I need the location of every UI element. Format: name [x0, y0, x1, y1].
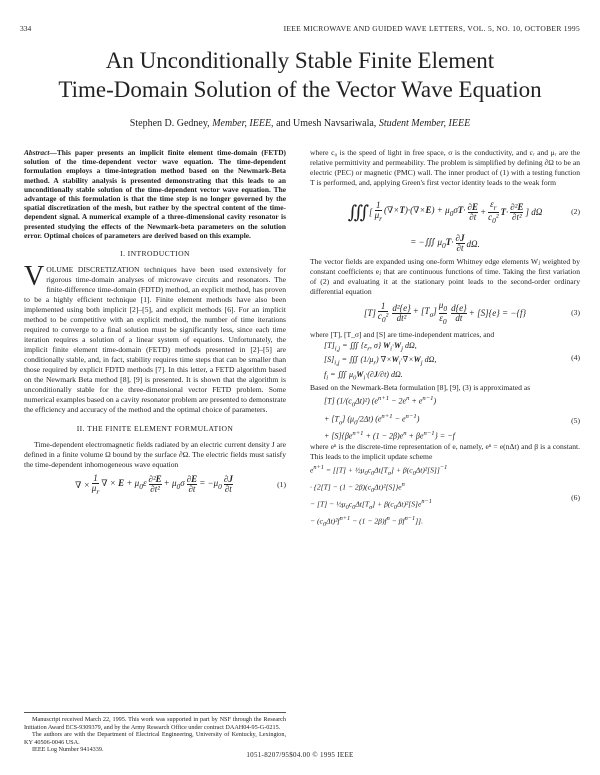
paper-title	[20, 46, 580, 104]
equation-2-number: (2)	[571, 207, 580, 216]
section-1-heading: I. INTRODUCTION	[120, 249, 190, 259]
page-header	[20, 24, 580, 38]
issn-line: 1051-8207/95$04.00 © 1995 IEEE	[246, 751, 354, 759]
right-paragraph-1: where c₀ is the speed of light in free space, σ is the conductivity, and εᵣ and μᵣ are the relative permittivity and permeability. The problem is simplified by defining ∂Ω to be an electric (PEC) or magnetic (PMC) wall. The inner product of (1) with a testing function T is performed, and, applying Green's first vector identity leads to the weak form	[310, 148, 580, 187]
section-1-body	[24, 261, 287, 415]
journal-name: IEEE MICROWAVE AND GUIDED WAVE LETTERS, VOL. 5, NO. 10, OCTOBER 1995	[283, 24, 580, 33]
right-column	[310, 148, 580, 530]
equation-4-number: (4)	[571, 352, 580, 362]
right-paragraph-4: Based on the Newmark-Beta formulation [8], [9], (3) is approximated as	[310, 383, 531, 393]
footnote-log: IEEE Log Number 9414339.	[32, 746, 104, 754]
section-1-lead: OLUME DISCRETIZATION	[46, 265, 140, 275]
equation-2: ∭ [ $\frac{1}{\mu_r}$ $(\nabla\times T)\cdot(\nabla\times E) + \mu_0\sigma T\cdot$ $\frac{\partial E}{\partial t}$ + $\frac{\varepsilon_r}{c_0^2}$ T· $\frac{\text{∂²E}}{\text{∂t²}}$ ] dΩ (2)	[347, 198, 580, 225]
equation-3-number: (3)	[571, 308, 580, 318]
author-line	[20, 118, 580, 129]
section-1-text: techniques have been used extensively for rigorous time-domain analyses of microwave circuits and resonators. The finite-difference time-domain (FDTD) method, an explicit method, has proven to be a highly efficient technique [1]. Finite element methods have also been implemented using both implicit [2]–[5], and explicit methods [6]. For an implicit method to be competitive with an explicit method, the number of time iterations required to converge to a final solution must be significantly less, since each time iteration requires a solution of a linear system of equations. Unfortunately, the implicit finite element time-domain (FETD) methods presented in [2]–[5] are conditionally stable, and, in fact, stability requires time steps that can be smaller than those required by explicit FDTD methods [7]. In this letter, a FETD algorithm based on the Newmark Beta method [8], [9] is presented. It is shown that the algorithm is unconditionally stable for the three-dimensional vector FETD problem. Some numerical examples based on a cavity resonator problem are presented to demonstrate the efficiency and accuracy of the method and the optimal choice of parameters.	[24, 265, 287, 415]
right-paragraph-3: where [T], [T_σ] and [S] are time-independent matrices, and	[310, 329, 495, 339]
equation-1-number: (1)	[277, 479, 286, 489]
author-1: Stephen D. Gedney,	[129, 118, 210, 129]
abstract-label: Abstract—	[24, 148, 57, 157]
equation-2-rhs: = −∭ $\mu_0T\cdot$ $\frac{\partial J}{\partial t}$ dΩ.	[410, 233, 480, 253]
equation-4: $[T]_{i,j}$ = ∭ {$\varepsilon_r$, σ} $W_i\cdot W_j$ dΩ, $[S]_{i,j}$ = ∭ $(1/\mu_r)$ $\nabla\times W_i\cdot\nabla\times W_j$ dΩ, $f_i$ = ∭ $\mu_0W_i\cdot(\partial J/\partial t)$ dΩ. (4)	[324, 340, 580, 382]
equation-6-number: (6)	[571, 492, 580, 502]
left-column	[24, 148, 286, 500]
footnote-received: Manuscript received March 22, 1995. This work was supported in part by NSF through the Research Initiation Award ECS-9309379, and by the Army Research Office under contract DAAH04-95-G-0215.	[24, 716, 286, 731]
drop-cap: V	[24, 261, 45, 293]
page-number: 334	[20, 24, 32, 33]
abstract	[24, 148, 286, 240]
title-line-2: Time-Domain Solution of the Vector Wave Equation	[58, 77, 542, 102]
section-2-text: Time-dependent electromagnetic fields radiated by an electric current density J are defined in a finite volume Ω bound by the surface ∂Ω. The electric fields must satisfy the time-dependent inhomogeneous wave equation	[24, 440, 286, 470]
equation-6: $e^{n+1} = [[T]$ + $\frac{1}{2}\mu_0c_0\Delta t[T_\sigma] + \beta(c_0\Delta t)^2[S]]^{-1}$ · $\{2[T] - (1 - 2\beta)(c_0\Delta t)^2[S]\}e^n$ − $[T] - \frac{1}{2}\mu_0c_0\Delta t[T_\sigma] + \beta(c_0\Delta t)^2[S]e^{n-1}$ − $(c_0\Delta t)^2f^{n+1} - (1 - 2\beta)f^n - \beta f^{n-1}$]]. (6)	[310, 463, 580, 528]
right-paragraph-2: The vector fields are expanded using one-form Whitney edge elements Wⱼ weighted by constant coefficients eⱼ that are continuous functions of time. Taking the first variation of (2) and evaluating it at the stationary point leads to the second-order ordinary differential equation	[310, 257, 580, 296]
author-2: and Umesh Navsariwala,	[276, 118, 377, 129]
section-2-heading: II. THE FINITE ELEMENT FORMULATION	[76, 424, 234, 434]
author-1-role: Member, IEEE,	[212, 118, 274, 129]
equation-5: [T] $(1/(c_0\Delta t)^2) (e^{n+1} - 2e^n + e^{n-1})$ + $[T_\sigma]$ $(\mu_0/2\Delta t) (e^{n+1} - e^{n-1})$ + $[S]\{\beta e^{n+1} + (1 - 2\beta)e^n + \beta e^{n-1}\} = -f$ (5)	[324, 395, 580, 441]
right-paragraph-5: where eⁿ is the discrete-time representation of e, namely, eⁿ = e(nΔt) and β is a constant. This leads to the implicit update scheme	[310, 441, 580, 461]
abstract-text: This paper presents an implicit finite element time-domain (FETD) solution of the time-dependent vector wave equation. The time-dependent formulation employs a time-integration method based on the Newmark-Beta method. A stability analysis is presented demonstrating that this leads to an unconditionally stable solution of the time-dependent vector wave equation. The advantage of this formulation is that the time step is no longer governed by the spatial discretization of the mesh, but rather by the spectral content of the time-dependent signal. A numerical example of a three-dimensional cavity resonator is presented studying the effects of the Newmark-beta parameters on the solution error. Optimal choices of parameters are derived based on this example.	[24, 148, 286, 240]
title-line-1: An Unconditionally Stable Finite Element	[105, 48, 495, 73]
equation-3: [T] $\frac{1}{c_0^2}$ $\frac{\text{d²\{e\}}}{\text{dt²}}$ + $[T_\sigma]$ $\frac{\mu_0}{\varepsilon_0}$ $\frac{d\{e\}}{dt}$ + [S]{e} = −{f} (3)	[363, 300, 580, 326]
equation-1: ∇ × $\frac{1}{\mu_r}$ ∇ × $E + \mu_0\varepsilon$ $\frac{\text{∂²E}}{\text{∂t²}}$ + $\mu_0\sigma$ $\frac{\partial E}{\partial t}$ = $-\mu_0$ $\frac{\partial J}{\partial t}$ (1)	[75, 473, 286, 496]
footnote	[24, 712, 286, 754]
footnote-affiliation: The authors are with the Department of Electrical Engineering, University of Kentucky, Lexington, KY 40506-0046 USA.	[24, 731, 286, 746]
equation-5-number: (5)	[571, 416, 580, 426]
author-2-role: Student Member, IEEE	[378, 118, 471, 129]
